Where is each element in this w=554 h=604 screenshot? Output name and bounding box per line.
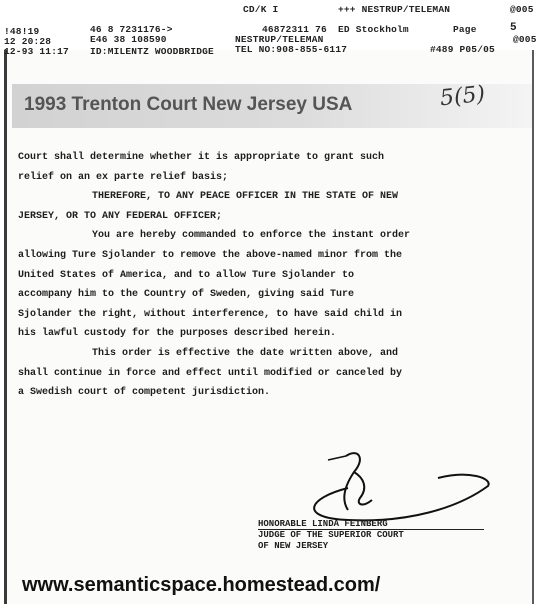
fax-header-number: 46 8 7231176-> [90, 24, 173, 35]
fax-page-label: Page [453, 24, 477, 35]
fax-header-sender: +++ NESTRUP/TELEMAN [338, 4, 451, 15]
order-line: You are hereby commanded to enforce the instant order [92, 230, 411, 242]
order-line: a Swedish court of competent jurisdiction. [18, 387, 271, 399]
caption-banner [12, 81, 532, 128]
fax-header-center: CD/K I [243, 4, 279, 15]
fax-header-code: @005 [510, 4, 534, 15]
judge-jurisdiction: OF NEW JERSEY [258, 541, 329, 551]
caption-title: 1993 Trenton Court New Jersey USA [24, 94, 353, 115]
fax-header-number-2: 46872311 76 [262, 24, 327, 35]
fax-header-origin: ID:MILENTZ WOODBRIDGE [90, 46, 214, 57]
fax-header-sender-2: NESTRUP/TELEMAN [235, 34, 324, 45]
order-line: accompany him to the Country of Sweden, giving said Ture [18, 289, 355, 301]
order-line: This order is effective the date written above, and [92, 347, 399, 359]
order-line: United States of America, and to allow Ture Sjolander to [18, 269, 355, 281]
signature-mark [288, 448, 498, 526]
order-line: relief on an ex parte relief basis; [18, 171, 229, 183]
order-line: allowing Ture Sjolander to remove the above-named minor from the [18, 249, 403, 261]
order-line: JERSEY, OR TO ANY FEDERAL OFFICER; [18, 210, 223, 222]
handwritten-page-note: 5(5) [438, 81, 487, 112]
order-line: Sjolander the right, without interference, to have said child in [18, 308, 403, 320]
fax-header-date: 12-93 11:17 [4, 46, 69, 57]
court-order-text [18, 148, 504, 403]
order-line: his lawful custody for the purposes described herein. [18, 328, 337, 340]
fax-header-location: ED Stockholm [338, 24, 409, 35]
signature-block [258, 519, 404, 552]
order-line: shall continue in force and effect until modified or canceled by [18, 367, 403, 379]
fax-header-page-code: #489 P05/05 [430, 44, 495, 55]
fax-header-id: !48!19 [4, 26, 40, 37]
fax-header-code-2: @005 [513, 34, 537, 45]
fax-header-time: 12 20:28 [4, 36, 52, 47]
order-line: THEREFORE, TO ANY PEACE OFFICER IN THE STATE OF NEW [92, 191, 399, 203]
fax-header-phone: TEL NO:908-855-6117 [235, 44, 348, 55]
order-line: Court shall determine whether it is appropriate to grant such [18, 152, 385, 163]
fax-page-number: 5 [510, 22, 517, 34]
judge-title: JUDGE OF THE SUPERIOR COURT [258, 530, 404, 540]
source-url: www.semanticspace.homestead.com/ [22, 574, 381, 596]
fax-header-number-3: E46 38 108590 [90, 34, 167, 45]
judge-name: HONORABLE LINDA FEINBERG [258, 519, 388, 529]
